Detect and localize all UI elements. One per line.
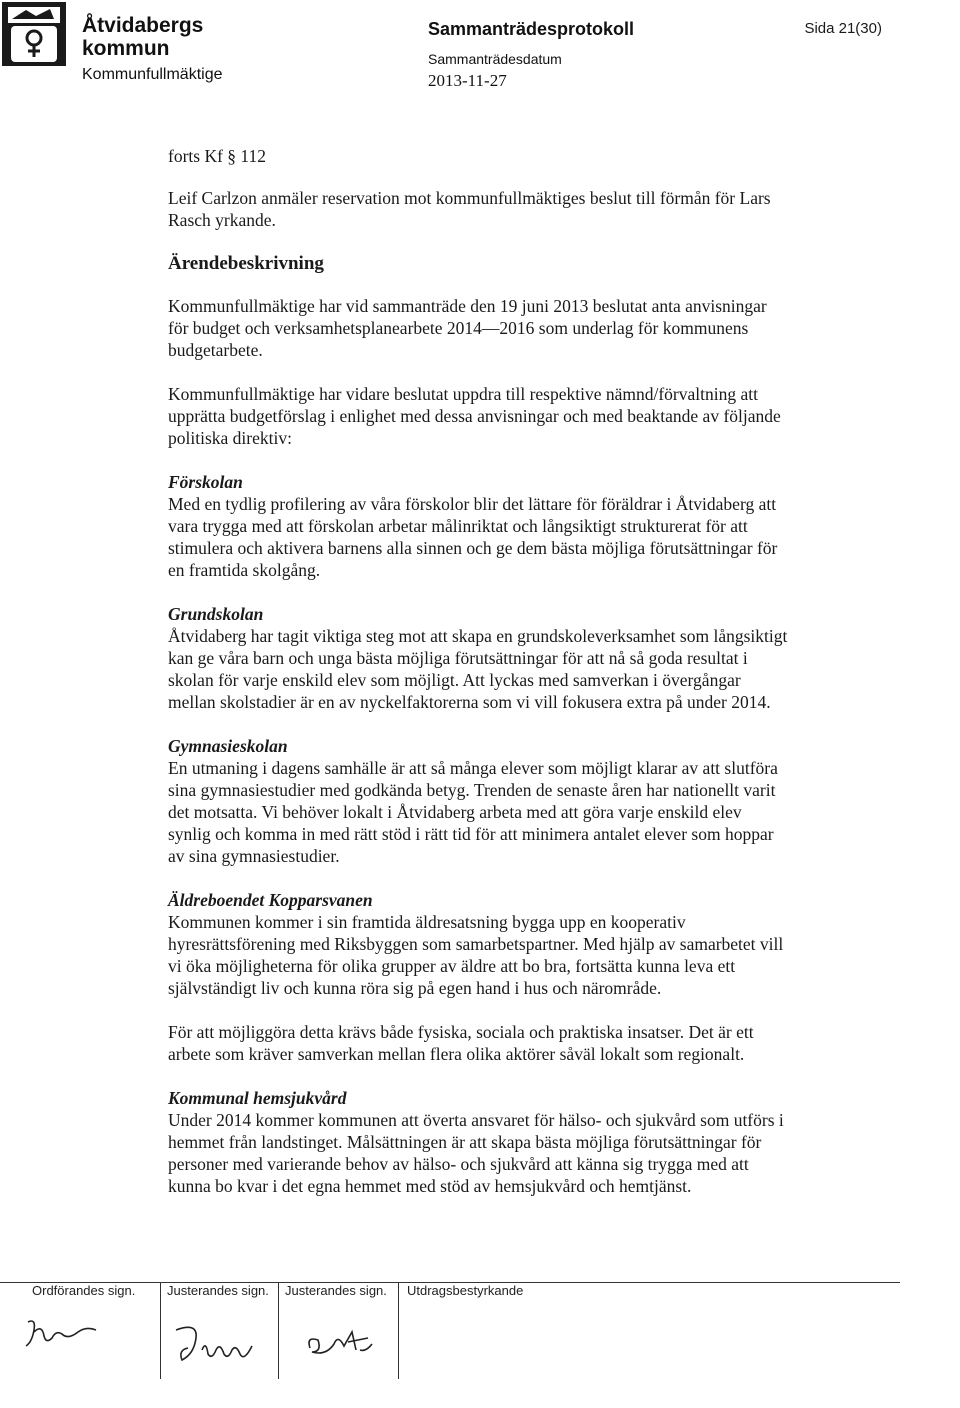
signature-adjuster-2-label: Justerandes sign.	[285, 1283, 387, 1298]
org-name-line1: Åtvidabergs	[82, 14, 204, 37]
paragraph-2: Kommunfullmäktige har vidare beslutat uppdra till respektive nämnd/förvaltning att upprätta budgetförslag i enlighet med dessa anvisningar och med beaktande av följande politiska direktiv:	[168, 384, 781, 448]
section-title: Ärendebeskrivning	[168, 253, 324, 274]
signature-certified	[398, 1283, 698, 1379]
page-number: Sida 21(30)	[804, 20, 882, 37]
continuation-ref: forts Kf § 112	[168, 146, 267, 166]
subheading-grundskolan: Grundskolan	[168, 604, 264, 624]
document-info	[428, 18, 634, 92]
text-aldreboendet: Kommunen kommer i sin framtida äldresatsning bygga upp en kooperativ hyresrättsförening med Riksbyggen som samarbetspartner. Med hjälp av samarbetet vill vi öka möjligheterna för olika grupper av äldre att bo bra, fortsätta kunna leva ett självständigt liv och kunna röra sig på egen hand i hus och närområde.	[168, 912, 784, 998]
signature-chair	[0, 1283, 160, 1299]
text-gymnasieskolan: En utmaning i dagens samhälle är att så många elever som möjligt klarar av att slutföra sina gymnasiestudier med godkända betyg. Trenden de senaste åren har nationellt varit det motsatta. Vi behöver lokalt i Åtvidaberg arbeta med att göra varje enskild elev synlig och komma in med rätt stöd i rätt tid för att minimera antalet elever som hoppar av sina gymnasiestudier.	[168, 758, 778, 866]
reservation-paragraph: Leif Carlzon anmäler reservation mot kommunfullmäktiges beslut till förmån för Lars Rasch yrkande.	[168, 188, 771, 230]
protocol-body	[168, 145, 788, 1197]
paragraph-1: Kommunfullmäktige har vid sammanträde den 19 juni 2013 beslutat anta anvisningar för budget och verksamhetsplanearbete 2014—2016 som underlag för kommunens budgetarbete.	[168, 296, 767, 360]
text-aldreboendet-2: För att möjliggöra detta krävs både fysiska, sociala och praktiska insatser. Det är ett arbete som kräver samverkan mellan flera olika aktörer såväl lokalt som regionalt.	[168, 1022, 754, 1064]
org-unit: Kommunfullmäktige	[82, 66, 223, 83]
text-hemsjukvard: Under 2014 kommer kommunen att överta ansvaret för hälso- och sjukvård som utförs i hemmet från landstinget. Målsättningen är att skapa bästa möjliga förutsättningar för personer med varierande behov av hälso- och sjukvård att känna sig trygga med att kunna bo kvar i det egna hemmet med stöd av hemsjukvård och hemtjänst.	[168, 1110, 784, 1196]
subheading-hemsjukvard: Kommunal hemsjukvård	[168, 1088, 347, 1108]
handwritten-initials-adjuster-2-icon	[300, 1322, 380, 1362]
subheading-aldreboendet: Äldreboendet Kopparsvanen	[168, 890, 373, 910]
text-grundskolan: Åtvidaberg har tagit viktiga steg mot att skapa en grundskoleverksamhet som långsiktigt kan ge våra barn och unga bästa möjliga förutsättningar för att nå så goda resultat i skolan för varje enskild elev som möjligt. Att lyckas med samverkan i övergångar mellan skolstadier är en av nyckelfaktorerna som vi vill fokusera extra på under 2014.	[168, 626, 788, 712]
meeting-date: 2013-11-27	[428, 71, 507, 90]
document-type: Sammanträdesprotokoll	[428, 19, 635, 39]
text-forskolan: Med en tydlig profilering av våra förskolor blir det lättare för föräldrar i Åtvidaberg att vara trygga med att förskolan arbetar målinriktat och långsiktigt strukturerat för att stimulera och aktivera barnens alla sinnen och ge dem bästa möjliga förutsättningar för en framtida skolgång.	[168, 494, 778, 580]
handwritten-initials-chair-icon	[22, 1310, 102, 1354]
subheading-forskolan: Förskolan	[168, 472, 243, 492]
signature-adjuster-1-label: Justerandes sign.	[167, 1283, 269, 1298]
signature-certified-label: Utdragsbestyrkande	[407, 1283, 524, 1298]
organization-block	[82, 14, 223, 86]
date-label: Sammanträdesdatum	[428, 51, 562, 67]
handwritten-initials-adjuster-1-icon	[168, 1320, 268, 1370]
municipality-logo-icon	[2, 2, 66, 66]
subheading-gymnasieskolan: Gymnasieskolan	[168, 736, 288, 756]
org-name-line2: kommun	[82, 37, 170, 60]
signature-chair-label: Ordförandes sign.	[32, 1283, 136, 1298]
